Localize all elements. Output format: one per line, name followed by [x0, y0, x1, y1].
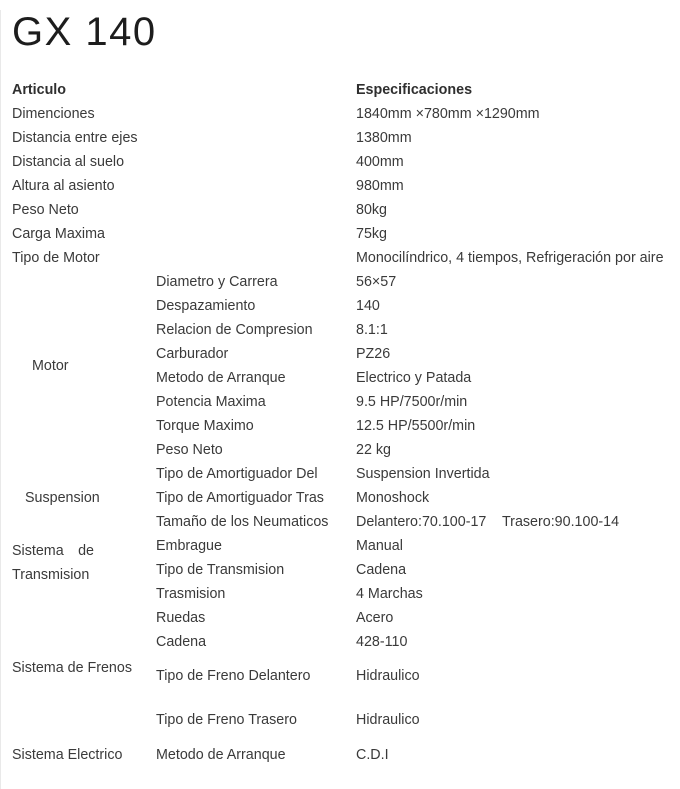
spec-sub-label [156, 246, 356, 270]
section-label-text: Sistema de Transmision [12, 543, 98, 583]
spec-value: 428-110 [356, 634, 408, 650]
spec-sub-label: Torque Maximo [156, 418, 254, 434]
spec-sub-label: Metodo de Arranque [156, 370, 286, 386]
section-label [0, 150, 156, 174]
table-row [0, 126, 680, 150]
table-row [0, 654, 680, 698]
spec-sub-label: Tipo de Freno Delantero [156, 668, 311, 684]
spec-value: Monoshock [356, 490, 430, 506]
table-header-spec: Especificaciones [356, 82, 473, 98]
section-label-text: Sistema de Frenos [12, 660, 132, 676]
spec-value: 12.5 HP/5500r/min [356, 418, 476, 434]
spec-value: 75kg [356, 226, 388, 242]
spec-value: 4 Marchas [356, 586, 423, 602]
spec-value: Delantero:70.100-17 Trasero:90.100-14 [356, 514, 620, 530]
section-label [0, 222, 156, 246]
spec-sub-label: Ruedas [156, 610, 206, 626]
section-label [0, 198, 156, 222]
spec-sub-label: Relacion de Compresion [156, 322, 313, 338]
spec-value: Hidraulico [356, 712, 420, 728]
spec-table-body [0, 102, 680, 779]
spec-value: 1840mm ×780mm ×1290mm [356, 106, 540, 122]
spec-value: Suspension Invertida [356, 466, 490, 482]
spec-value: 400mm [356, 154, 404, 170]
section-label-text: Motor [32, 358, 69, 374]
spec-value: Monocilíndrico, 4 tiempos, Refrigeración por aire [356, 250, 664, 266]
table-header-row [0, 78, 680, 102]
section-label [0, 174, 156, 198]
section-label-text: Altura al asiento [12, 178, 115, 194]
spec-value: 80kg [356, 202, 388, 218]
table-header-spacer [156, 78, 356, 102]
spec-sub-label: Tipo de Transmision [156, 562, 285, 578]
section-label [0, 534, 156, 654]
spec-sub-label [156, 102, 356, 126]
spec-sub-label: Cadena [156, 634, 207, 650]
section-label [0, 742, 156, 779]
spec-sub-label: Carburador [156, 346, 229, 362]
spec-sub-label: Embrague [156, 538, 222, 554]
section-label-text: Tipo de Motor [12, 250, 100, 266]
spec-sub-label: Trasmision [156, 586, 226, 602]
spec-value: Cadena [356, 562, 407, 578]
spec-sub-label [156, 174, 356, 198]
spec-sub-label: Tamaño de los Neumaticos [156, 514, 329, 530]
table-row [0, 246, 680, 270]
spec-table [0, 78, 680, 779]
section-label [0, 126, 156, 150]
spec-value: Manual [356, 538, 403, 554]
spec-sub-label [156, 198, 356, 222]
section-label-text: Suspension [25, 490, 100, 506]
section-label [0, 270, 156, 462]
spec-sub-label: Despazamiento [156, 298, 256, 314]
section-label-text: Peso Neto [12, 202, 79, 218]
table-row [0, 174, 680, 198]
section-label-text: Distancia al suelo [12, 154, 125, 170]
spec-sub-label: Tipo de Amortiguador Del [156, 466, 318, 482]
section-label-text: Distancia entre ejes [12, 130, 138, 146]
spec-value: 56×57 [356, 274, 397, 290]
section-label [0, 462, 156, 534]
spec-sub-label [156, 150, 356, 174]
spec-value: Hidraulico [356, 668, 420, 684]
spec-value: C.D.I [356, 747, 389, 763]
table-row [0, 150, 680, 174]
spec-value: 1380mm [356, 130, 412, 146]
spec-sub-label: Potencia Maxima [156, 394, 266, 410]
spec-value: Electrico y Patada [356, 370, 472, 386]
spec-sub-label: Tipo de Amortiguador Tras [156, 490, 324, 506]
table-row [0, 742, 680, 779]
spec-sub-label: Metodo de Arranque [156, 747, 286, 763]
section-label [0, 654, 156, 742]
page-title: GX 140 [12, 10, 157, 54]
spec-sub-label [156, 222, 356, 246]
spec-value: 9.5 HP/7500r/min [356, 394, 468, 410]
table-row [0, 534, 680, 558]
spec-value: 8.1:1 [356, 322, 388, 338]
table-header-item: Articulo [12, 82, 67, 98]
page-edge-line [0, 10, 1, 789]
spec-value: 140 [356, 298, 380, 314]
spec-value: 22 kg [356, 442, 391, 458]
section-label-text: Dimenciones [12, 106, 95, 122]
spec-sub-label: Diametro y Carrera [156, 274, 278, 290]
table-row [0, 222, 680, 246]
section-label [0, 102, 156, 126]
spec-sub-label: Tipo de Freno Trasero [156, 712, 297, 728]
spec-value: PZ26 [356, 346, 391, 362]
spec-sub-label: Peso Neto [156, 442, 223, 458]
section-label-text: Carga Maxima [12, 226, 105, 242]
spec-value: Acero [356, 610, 394, 626]
spec-sub-label [156, 126, 356, 150]
table-row [0, 198, 680, 222]
section-label-text: Sistema Electrico [12, 747, 123, 763]
table-row [0, 102, 680, 126]
spec-value: 980mm [356, 178, 404, 194]
table-row [0, 462, 680, 486]
section-label [0, 246, 156, 270]
table-row [0, 270, 680, 294]
